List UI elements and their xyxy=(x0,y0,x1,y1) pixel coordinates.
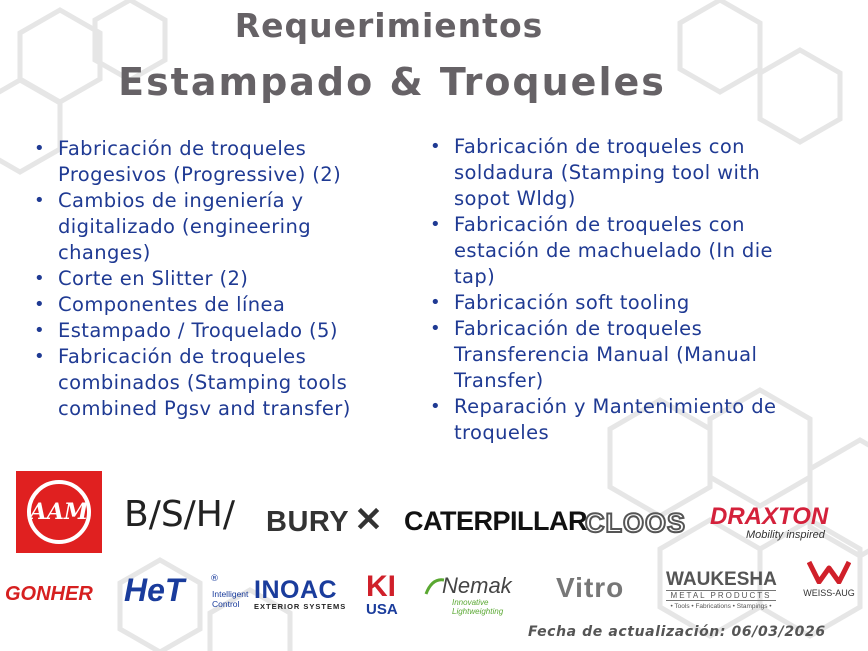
list-item: • Reparación y Mantenimiento de troqueles xyxy=(430,394,820,446)
title-line-2: Estampado & Troqueles xyxy=(118,60,666,104)
list-item: • Fabricación de troqueles con soldadura (Stamping tool with sopot Wldg) xyxy=(430,134,820,212)
draxton-logo: DRAXTON Mobility inspired xyxy=(710,503,829,541)
het-logo: HeT ® Intelligent Control xyxy=(124,572,249,609)
caterpillar-logo: CATERPILLAR xyxy=(404,506,587,536)
list-item: • Fabricación de troqueles con estación de machuelado (In die tap) xyxy=(430,212,820,290)
inoac-logo: INOAC EXTERIOR SYSTEMS xyxy=(254,576,347,611)
right-requirements-list xyxy=(430,134,820,446)
list-item: • Componentes de línea xyxy=(34,292,404,318)
list-item: • Corte en Slitter (2) xyxy=(34,266,404,292)
update-date-footer: Fecha de actualización: 06/03/2026 xyxy=(528,624,826,640)
weiss-w-icon xyxy=(807,560,851,584)
nemak-logo: Nemak Innovative Lightweighting xyxy=(424,574,534,616)
left-requirements-list xyxy=(34,136,404,422)
list-item: • Fabricación de troqueles Transferencia Manual (Manual Transfer) xyxy=(430,316,820,394)
bury-logo: BURY ✕ xyxy=(266,501,383,539)
vitro-logo: Vitro xyxy=(556,572,625,603)
list-item: • Estampado / Troquelado (5) xyxy=(34,318,404,344)
ki-usa-logo: KI USA xyxy=(366,570,398,618)
bsh-logo: B/S/H/ xyxy=(124,494,236,535)
gonher-logo: GONHER xyxy=(5,583,93,605)
cloos-logo: CLOOS xyxy=(585,508,687,538)
aam-logo: AAM xyxy=(16,471,102,553)
title-line-1: Requerimientos xyxy=(234,6,544,45)
list-item: • Fabricación de troqueles combinados (Stamping tools combined Pgsv and transfer) xyxy=(34,344,404,422)
list-item: • Cambios de ingeniería y digitalizado (engineering changes) xyxy=(34,188,404,266)
list-item: • Fabricación soft tooling xyxy=(430,290,820,316)
weiss-aug-logo: WEISS-AUG xyxy=(798,560,860,598)
waukesha-logo: WAUKESHA METAL PRODUCTS • Tools • Fabrications • Stampings • xyxy=(666,569,777,610)
list-item: • Fabricación de troqueles Progesivos (Progressive) (2) xyxy=(34,136,404,188)
